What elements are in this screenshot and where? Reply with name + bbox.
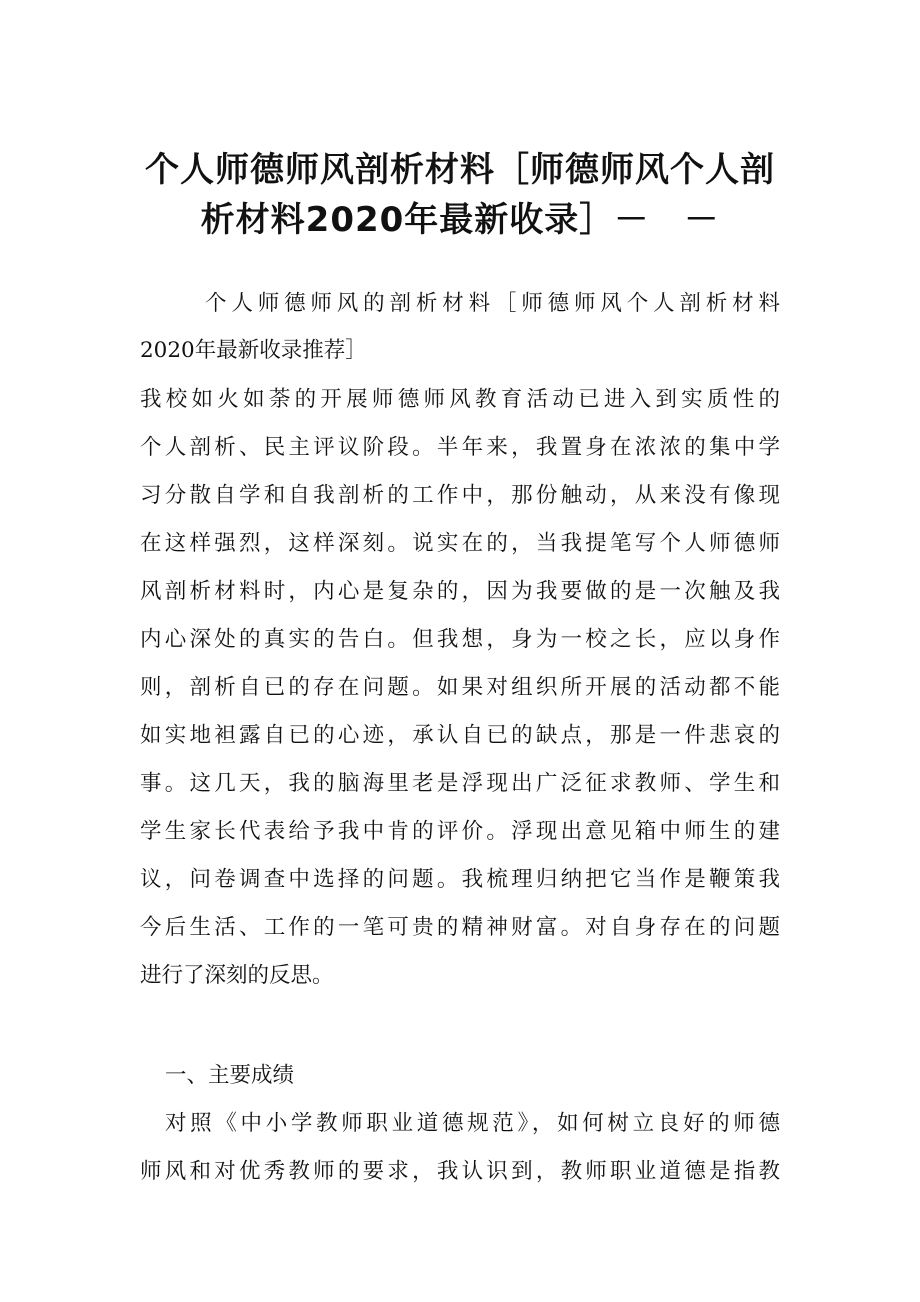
lead-line-2: 2020年最新收录推荐］ — [140, 338, 367, 363]
intro-line: 习分散自学和自我剖析的工作中，那份触动，从来没有像现 — [140, 483, 780, 508]
intro-line: 内心深处的真实的告白。但我想，身为一校之长，应以身作 — [140, 627, 780, 652]
section-heading: 一、主要成绩 — [165, 1063, 295, 1088]
document-title-line-1: 个人师德师风剖析材料［师德师风个人剖 — [145, 150, 775, 190]
intro-line: 学生家长代表给予我中肯的评价。浮现出意见箱中师生的建 — [140, 819, 780, 844]
intro-line: 则，剖析自已的存在问题。如果对组织所开展的活动都不能 — [140, 675, 780, 700]
lead-line-1: 个人师德师风的剖析材料［师德师风个人剖析材料 — [205, 291, 780, 316]
document-title-line-2: 析材料2020年最新收录］－ － — [200, 200, 720, 240]
intro-line: 进行了深刻的反思。 — [140, 963, 334, 988]
intro-line: 议，问卷调查中选择的问题。我梳理归纳把它当作是鞭策我 — [140, 867, 780, 892]
section-line: 师风和对优秀教师的要求，我认识到，教师职业道德是指教 — [140, 1159, 780, 1184]
intro-line: 个人剖析、民主评议阶段。半年来，我置身在浓浓的集中学 — [140, 435, 780, 460]
intro-line: 今后生活、工作的一笔可贵的精神财富。对自身存在的问题 — [140, 915, 780, 940]
intro-line: 事。这几天，我的脑海里老是浮现出广泛征求教师、学生和 — [140, 771, 780, 796]
intro-line: 风剖析材料时，内心是复杂的，因为我要做的是一次触及我 — [140, 579, 780, 604]
intro-line: 如实地袒露自已的心迹，承认自已的缺点，那是一件悲哀的 — [140, 723, 780, 748]
intro-line: 我校如火如荼的开展师德师风教育活动已进入到实质性的 — [140, 387, 780, 412]
intro-line: 在这样强烈，这样深刻。说实在的，当我提笔写个人师德师 — [140, 531, 780, 556]
section-line: 对照《中小学教师职业道德规范》，如何树立良好的师德 — [165, 1111, 780, 1136]
